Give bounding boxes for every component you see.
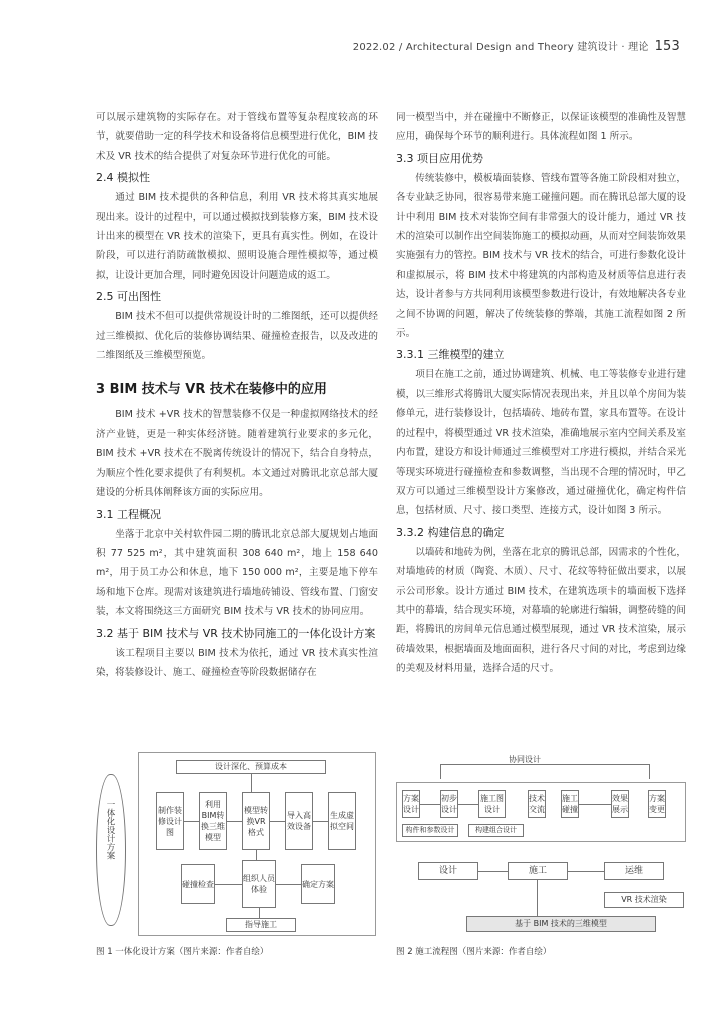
figure-1-caption: 图 1 一体化设计方案（图片来源：作者自绘） <box>96 947 269 957</box>
bim-model-bar: 基于 BIM 技术的三维模型 <box>466 916 656 932</box>
paragraph: 可以展示建筑物的实际存在。对于管线布置等复杂程度较高的环节，就要借助一定的科学技术和设备将信息模型进行优化，BIM 技术及 VR 技术的结合提供了对复杂环节进行优化的可能。 <box>96 112 378 162</box>
section-heading: 2.5 可出图性 <box>96 290 161 304</box>
bottom-bar: 指导施工 <box>226 918 296 932</box>
connector <box>568 871 604 872</box>
connector <box>458 804 478 805</box>
flow-stage: 施工 <box>508 862 568 880</box>
connector <box>276 884 301 885</box>
figure-2 <box>396 752 686 937</box>
paragraph: BIM 技术 +VR 技术的智慧装修不仅是一种虚拟网络技术的经济产业链，更是一种实体经济链。随着建筑行业要求的多元化，BIM 技术 +VR 技术在不脱离传统设计的情况下，结合自身特点，为顺应个性化要求提供了有利契机。本文通过对腾讯北京总部大厦建设的分析具体阐释该方面的实际应用。 <box>96 409 378 499</box>
top-bar: 设计深化、预算成本 <box>176 760 326 774</box>
connector <box>579 804 611 805</box>
connector <box>259 908 260 918</box>
connector <box>478 871 508 872</box>
chapter-heading: 3 BIM 技术与 VR 技术在装修中的应用 <box>96 382 327 398</box>
figure-2-caption: 图 2 施工流程图（图片来源：作者自绘） <box>396 947 552 957</box>
flow-box: 构建组合设计 <box>468 824 524 837</box>
connector <box>184 821 199 822</box>
flow-box: 技术交流 <box>528 790 546 818</box>
flow-box: 效果展示 <box>611 790 629 818</box>
paragraph: 项目在施工之前，通过协调建筑、机械、电工等装修专业进行建模，以三维形式将腾讯大厦实际情况表现出来，并且以单个房间为装修单元，进行装修设计，包括墙砖、地砖布置，家具布置等。在设计的过程中，将模型通过 VR 技术渲染，准确地展示室内空间关系及室内布置，建设方和设计师通过三维模型对工序进行模拟，并结合采光等现实环境进行碰撞检查和参数调整，当出现不合理的情况时，甲乙双方可以通过三维模型设计方案修改，通过碰撞优化，确定构件信息，包括材质、尺寸、接口类型、连接方式，设计如图 3 所示。 <box>396 369 686 517</box>
connector <box>270 821 285 822</box>
connector <box>537 880 538 916</box>
connector <box>420 804 440 805</box>
flow-box: 模型转换VR格式 <box>242 792 270 850</box>
paragraph: 通过 BIM 技术提供的各种信息，利用 VR 技术将其真实地展现出来。设计的过程中，可以通过模拟找到装修方案，BIM 技术设计出来的模型在 VR 技术的渲染下，更具有真实性。例如，在设计阶段，可以进行消防疏散模拟、照明设施合理性模拟等，通过模拟，让设计更加合理，同时避免因设计问题造成的返工。 <box>96 192 378 281</box>
left-column <box>96 108 378 682</box>
vr-render-box: VR 技术渲染 <box>604 892 684 908</box>
section-heading: 3.2 基于 BIM 技术与 VR 技术协同施工的一体化设计方案 <box>96 626 376 640</box>
flow-box: 初步设计 <box>440 790 458 818</box>
connector <box>251 774 252 792</box>
section-heading: 3.3.2 构建信息的确定 <box>396 525 505 539</box>
connector <box>256 850 257 860</box>
page-header <box>353 38 680 54</box>
paragraph: 以墙砖和地砖为例，坐落在北京的腾讯总部，因需求的个性化，对墙地砖的材质（陶瓷、木质）、尺寸、花纹等特征做出要求，以展示公司形象。设计方通过 BIM 技术，在建筑选项卡的墙面板下选择其中的幕墙，结合现实环境，对幕墙的轮廓进行编辑，调整砖缝的间距，将腾讯的房间单元信息通过模型展现，通过 VR 技术渲染，展示砖墙效果，根据墙面及地面面积，进行各尺寸间的对比，考虑到边缘的美观及材料用量，选择合适的尺寸。 <box>396 546 686 675</box>
section-heading: 3.3.1 三维模型的建立 <box>396 348 505 362</box>
section-heading: 3.3 项目应用优势 <box>396 151 483 165</box>
flow-box: 利用BIM转换三维模型 <box>199 792 227 850</box>
figure-1 <box>96 752 378 937</box>
flow-box: 施工图设计 <box>478 790 506 818</box>
paragraph: 该工程项目主要以 BIM 技术为依托，通过 VR 技术真实性渲染，将装修设计、施工、碰撞检查等阶段数据储存在 <box>96 647 378 678</box>
paragraph: BIM 技术不但可以提供常规设计时的二维图纸，还可以提供经过三维模拟、优化后的装修协调结果、碰撞检查报告，以及改进的二维图纸及三维模型预览。 <box>96 311 378 362</box>
flow-stage: 运维 <box>604 862 664 880</box>
top-bracket <box>440 764 650 779</box>
paragraph: 传统装修中，模板墙面装修、管线布置等各施工阶段相对独立，各专业缺乏协同，很容易带来施工碰撞问题。而在腾讯总部大厦的设计中利用 BIM 技术对装饰空间有非常强大的设计能力，通过 VR 技术的渲染可以制作出空间装饰施工的模拟动画，从而对空间装饰效果实施强有力的管控。BIM 技术与 VR 技术的结合，可进行参数化设计和虚拟展示，将 BIM 技术中将建筑的内部构造及材质等信息进行表达，设计者参与方共同利用该模型参数进行设计，有效地解决各专业之间不协调的问题，解决了传统装修的弊端，其施工流程如图 2 所示。 <box>396 172 686 340</box>
section-heading: 3.1 工程概况 <box>96 507 161 521</box>
flow-box: 施工碰撞 <box>561 790 579 818</box>
section-heading: 2.4 模拟性 <box>96 171 150 185</box>
paragraph: 坐落于北京中关村软件园二期的腾讯北京总部大厦规划占地面积 77 525 m²，其中建筑面积 308 640 m²，地上 158 640 m²，用于员工办公和休息，地下 150 000 m²，主要是地下停车场和地下仓库。现需对该建筑进行墙地砖铺设、管线布置、门窗安装，本文将围绕这三方面研究 BIM 技术与 VR 技术的协同应用。 <box>96 528 378 618</box>
flow-box: 组织人员体验 <box>242 860 276 908</box>
flow-box: 构件和参数设计 <box>402 824 458 837</box>
top-label: 协同设计 <box>480 754 570 768</box>
flow-box: 方案变更 <box>648 790 666 818</box>
flow-box: 碰撞检查 <box>181 864 215 904</box>
connector <box>215 884 242 885</box>
side-label: 一体化设计方案 <box>105 800 115 860</box>
journal-title: 2022.02 / Architectural Design and Theory 建筑设计 · 理论 <box>352 42 649 53</box>
connector <box>227 821 242 822</box>
flow-box: 确定方案 <box>301 864 335 904</box>
flow-box: 方案设计 <box>402 790 420 818</box>
flow-stage: 设计 <box>418 862 478 880</box>
connector <box>313 821 328 822</box>
paragraph: 同一模型当中，并在碰撞中不断修正，以保证该模型的准确性及智慧应用，确保每个环节的顺利进行。具体流程如图 1 所示。 <box>396 112 686 143</box>
flow-box: 导入高效设备 <box>285 792 313 850</box>
flow-box: 生成虚拟空间 <box>328 792 356 850</box>
flow-box: 制作装修设计图 <box>156 792 184 850</box>
page-number: 153 <box>654 39 680 54</box>
right-column <box>396 108 686 679</box>
